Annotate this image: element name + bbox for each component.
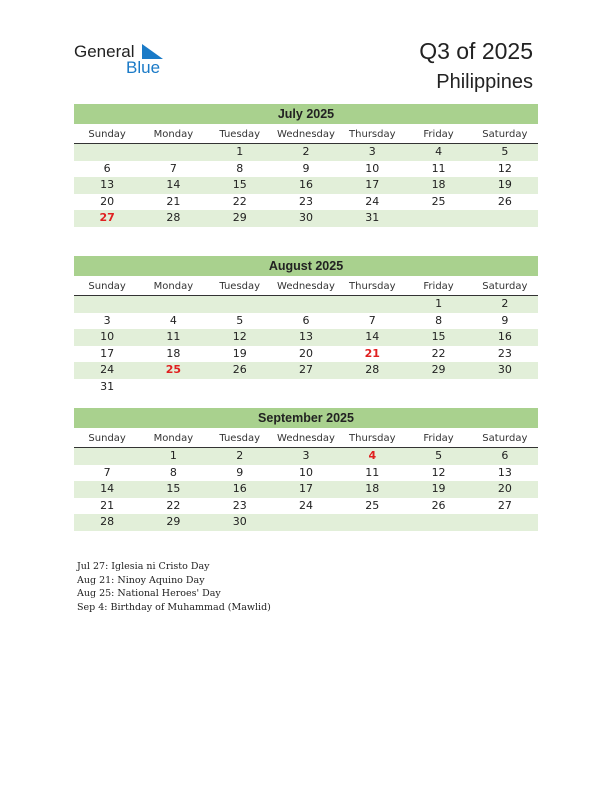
week-row <box>74 210 538 227</box>
day-cell: 14 <box>166 178 181 191</box>
day-cell: 13 <box>497 465 512 479</box>
day-cell: 18 <box>166 346 181 360</box>
day-cell: 23 <box>298 194 313 208</box>
month-title: August 2025 <box>74 256 538 276</box>
day-cell: 14 <box>100 482 115 495</box>
weekday-label: Saturday <box>482 433 528 444</box>
week-row <box>74 296 538 313</box>
week-row <box>74 362 538 379</box>
week-row <box>74 177 538 194</box>
day-cell: 2 <box>501 297 509 310</box>
holiday-note: Sep 4: Birthday of Muhammad (Mawlid) <box>77 601 271 613</box>
brand-general-text: General <box>74 42 135 61</box>
week-row <box>74 379 538 396</box>
day-cell: 21 <box>166 194 181 208</box>
day-cell <box>472 379 538 396</box>
day-cell: 2 <box>236 449 244 462</box>
day-cell: 11 <box>365 465 380 479</box>
month-title: July 2025 <box>74 104 538 124</box>
day-cell: 11 <box>166 330 181 343</box>
day-cell <box>339 379 405 396</box>
week-row <box>74 313 538 330</box>
day-cell: 30 <box>298 211 313 224</box>
day-cell: 25 <box>431 194 446 208</box>
day-cell <box>405 379 471 396</box>
day-cell: 27 <box>497 498 512 512</box>
day-cell: 26 <box>431 498 446 512</box>
day-cell: 24 <box>365 194 380 208</box>
day-cell <box>273 296 339 313</box>
day-cell: 3 <box>302 449 310 462</box>
day-cell: 26 <box>232 363 247 376</box>
day-cell: 15 <box>431 330 446 343</box>
day-cell: 17 <box>365 178 380 191</box>
day-cell: 17 <box>100 346 115 360</box>
holiday-note: Jul 27: Iglesia ni Cristo Day <box>77 561 210 572</box>
day-cell: 26 <box>497 194 512 208</box>
month-title: September 2025 <box>74 408 538 428</box>
month-august <box>74 256 538 395</box>
day-cell <box>472 210 538 227</box>
day-cell: 24 <box>298 498 313 512</box>
week-row <box>74 514 538 531</box>
day-cell: 13 <box>298 330 313 343</box>
day-cell <box>472 514 538 531</box>
day-cell: 11 <box>431 161 446 175</box>
weekday-header <box>74 428 538 448</box>
weekday-label: Tuesday <box>219 433 261 444</box>
day-cell: 19 <box>232 346 247 360</box>
day-cell: 7 <box>169 161 177 175</box>
day-cell: 6 <box>302 313 310 327</box>
week-row <box>74 465 538 482</box>
day-cell: 9 <box>236 465 244 479</box>
holiday-day-cell: 4 <box>368 449 377 462</box>
day-cell <box>273 379 339 396</box>
day-cell: 16 <box>232 482 247 495</box>
day-cell: 29 <box>232 211 247 224</box>
day-cell: 20 <box>298 346 313 360</box>
day-cell: 14 <box>365 330 380 343</box>
day-cell: 1 <box>435 297 443 310</box>
day-cell: 12 <box>232 330 247 343</box>
day-cell <box>140 144 206 161</box>
week-row <box>74 448 538 465</box>
week-row <box>74 346 538 363</box>
day-cell: 5 <box>435 449 443 462</box>
day-cell: 23 <box>232 498 247 512</box>
day-cell: 25 <box>365 498 380 512</box>
day-cell: 15 <box>232 178 247 191</box>
weekday-header <box>74 124 538 144</box>
day-cell: 31 <box>100 379 115 393</box>
weekday-label: Tuesday <box>219 281 261 292</box>
day-cell: 2 <box>302 145 310 158</box>
weekday-label: Thursday <box>349 281 396 292</box>
day-cell: 27 <box>298 363 313 376</box>
day-cell <box>405 210 471 227</box>
holiday-note: Aug 21: Ninoy Aquino Day <box>77 574 205 586</box>
page-title: Q3 of 2025 <box>419 38 533 64</box>
day-cell: 16 <box>298 178 313 191</box>
weekday-label: Monday <box>153 129 194 140</box>
day-cell: 10 <box>365 161 380 175</box>
weeks-container <box>74 144 538 227</box>
day-cell: 4 <box>435 145 443 158</box>
week-row <box>74 144 538 161</box>
week-row <box>74 161 538 178</box>
day-cell: 23 <box>497 346 512 360</box>
day-cell: 1 <box>236 145 244 158</box>
day-cell: 24 <box>100 363 115 376</box>
weekday-label: Saturday <box>482 281 528 292</box>
day-cell: 20 <box>497 482 512 495</box>
day-cell: 4 <box>169 313 177 327</box>
holiday-notes <box>77 560 271 614</box>
day-cell: 6 <box>501 449 509 462</box>
weekday-label: Sunday <box>88 281 126 292</box>
day-cell: 7 <box>368 313 376 327</box>
day-cell <box>207 296 273 313</box>
day-cell: 5 <box>501 145 509 158</box>
day-cell <box>339 296 405 313</box>
day-cell: 18 <box>365 482 380 495</box>
day-cell: 17 <box>298 482 313 495</box>
day-cell: 10 <box>298 465 313 479</box>
holiday-note: Aug 25: National Heroes' Day <box>77 588 221 599</box>
day-cell: 20 <box>100 194 115 208</box>
day-cell: 7 <box>103 465 111 479</box>
brand-logo <box>74 42 174 78</box>
weekday-label: Thursday <box>349 129 396 140</box>
day-cell: 6 <box>103 161 111 175</box>
holiday-day-cell: 27 <box>99 211 115 224</box>
day-cell: 28 <box>166 211 181 224</box>
day-cell: 22 <box>431 346 446 360</box>
weekday-label: Wednesday <box>277 281 335 292</box>
day-cell: 19 <box>497 178 512 191</box>
holiday-day-cell: 21 <box>364 346 380 360</box>
day-cell <box>140 379 206 396</box>
day-cell: 28 <box>365 363 380 376</box>
weekday-label: Sunday <box>88 433 126 444</box>
weeks-container <box>74 296 538 395</box>
week-row <box>74 194 538 211</box>
weekday-label: Friday <box>423 433 454 444</box>
day-cell: 3 <box>368 145 376 158</box>
weekday-label: Saturday <box>482 129 528 140</box>
day-cell: 12 <box>497 161 512 175</box>
day-cell: 28 <box>100 515 115 528</box>
day-cell: 18 <box>431 178 446 191</box>
day-cell: 16 <box>497 330 512 343</box>
week-row <box>74 329 538 346</box>
day-cell: 3 <box>103 313 111 327</box>
country-name: Philippines <box>436 71 533 93</box>
day-cell: 8 <box>169 465 177 479</box>
day-cell: 8 <box>435 313 443 327</box>
day-cell <box>339 514 405 531</box>
brand-blue-text: Blue <box>126 58 161 77</box>
month-september <box>74 408 538 531</box>
holiday-day-cell: 25 <box>165 363 182 376</box>
weekday-label: Monday <box>153 433 194 444</box>
day-cell: 22 <box>232 194 247 208</box>
day-cell: 9 <box>302 161 310 175</box>
weekday-label: Tuesday <box>219 129 261 140</box>
day-cell <box>74 448 140 465</box>
day-cell: 30 <box>497 363 512 376</box>
day-cell: 8 <box>236 161 244 175</box>
day-cell: 29 <box>431 363 446 376</box>
day-cell <box>207 379 273 396</box>
day-cell: 31 <box>365 211 380 224</box>
day-cell: 12 <box>431 465 446 479</box>
day-cell <box>74 296 140 313</box>
day-cell: 21 <box>100 498 115 512</box>
day-cell: 30 <box>232 515 247 528</box>
week-row <box>74 498 538 515</box>
weekday-label: Sunday <box>88 129 126 140</box>
day-cell: 22 <box>166 498 181 512</box>
day-cell <box>273 514 339 531</box>
day-cell: 9 <box>501 313 509 327</box>
day-cell <box>140 296 206 313</box>
weekday-header <box>74 276 538 296</box>
weekday-label: Friday <box>423 129 454 140</box>
weeks-container <box>74 448 538 531</box>
weekday-label: Wednesday <box>277 433 335 444</box>
day-cell: 5 <box>236 313 244 327</box>
day-cell: 10 <box>100 330 115 343</box>
week-row <box>74 481 538 498</box>
day-cell: 15 <box>166 482 181 495</box>
weekday-label: Monday <box>153 281 194 292</box>
day-cell <box>74 144 140 161</box>
weekday-label: Wednesday <box>277 129 335 140</box>
day-cell: 1 <box>169 449 177 462</box>
day-cell <box>405 514 471 531</box>
weekday-label: Friday <box>423 281 454 292</box>
weekday-label: Thursday <box>349 433 396 444</box>
day-cell: 29 <box>166 515 181 528</box>
day-cell: 13 <box>100 178 115 191</box>
month-july <box>74 104 538 227</box>
day-cell: 19 <box>431 482 446 495</box>
